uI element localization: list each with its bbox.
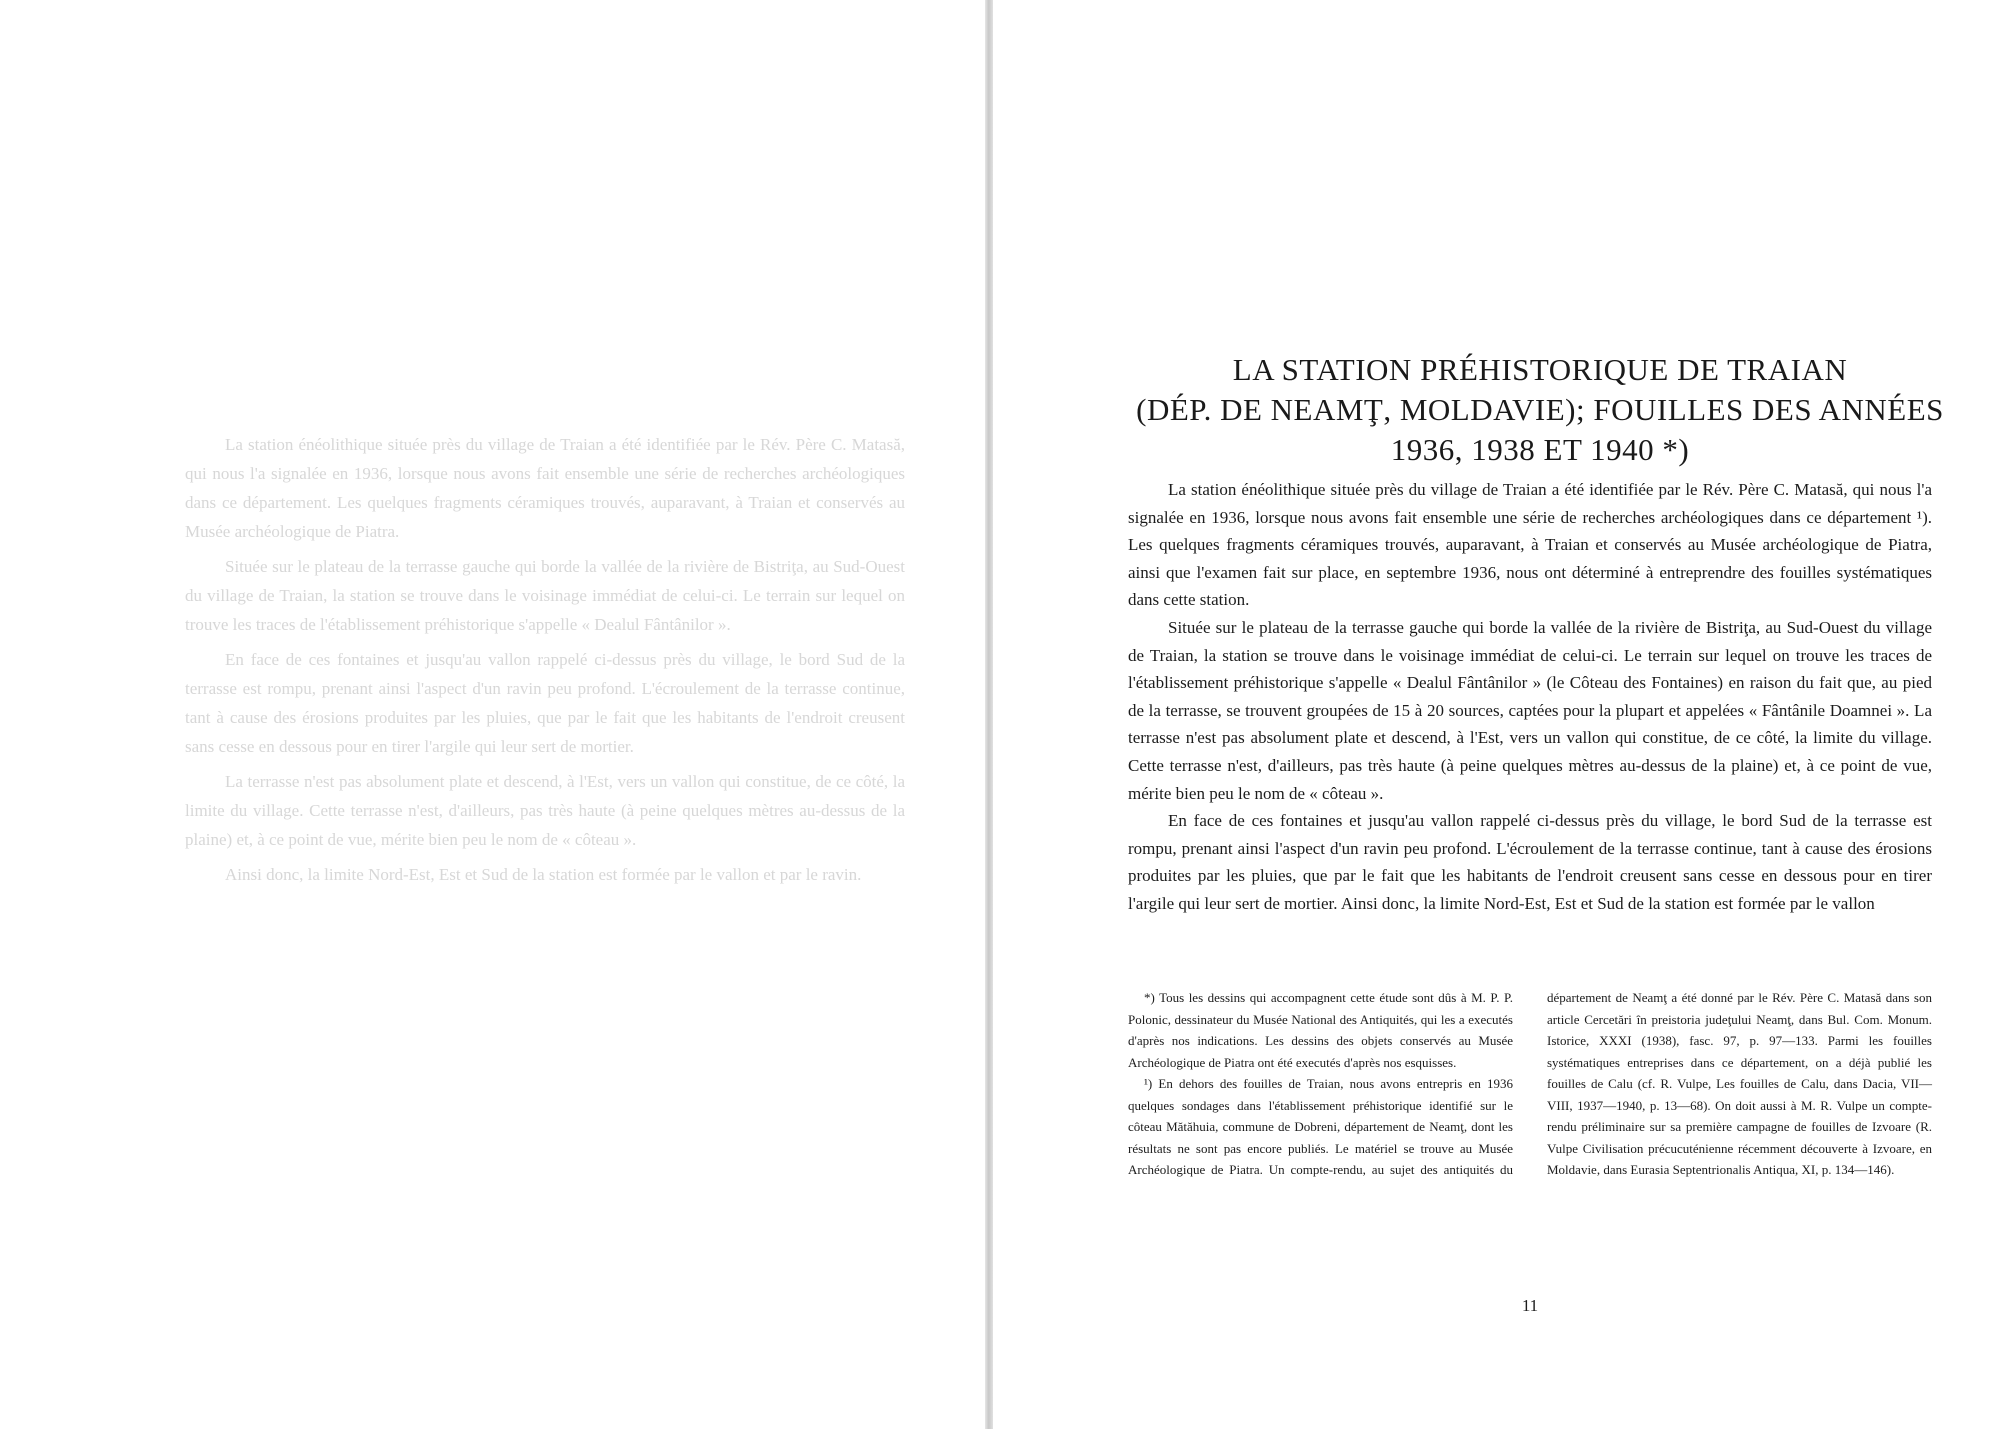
footnote: ¹) En dehors des fouilles de Traian, nous avons entrepris en 1936 quelques sondages dans l'établissement préhistorique identifié sur le côteau Mătăhuia, commune de Dobreni, département de Neamţ, dont les résultats ne sont pas encore publiés. Le matériel se trouve au Musée Archéologique de Piatra. Un compte-rendu, au sujet des antiquités du département de Neamţ a été donné par le Rév. Père C. Matasă dans son article Cercetări în preistoria judeţului Neamţ, dans Bul. Com. Monum. Istorice, XXXI (1938), fasc. 97, p. 97—133. Parmi les fouilles systématiques entreprises dans ce département, on a déjà publié les fouilles de Calu (cf. R. Vulpe, Les fouilles de Calu, dans Dacia, VII—VIII, 1937—1940, p. 13—68). On doit aussi à M. R. Vulpe un compte-rendu préliminaire sur sa première campagne de fouilles de Izvoare (R. Vulpe Civilisation précucuténienne récemment découverte à Izvoare, en Moldavie, dans Eurasia Septentrionalis Antiqua, XI, p. 134—146).	[1128, 990, 1932, 1177]
body-paragraph: En face de ces fontaines et jusqu'au vallon rappelé ci-dessus près du village, le bord Sud de la terrasse est rompu, prenant ainsi l'aspect d'un ravin peu profond. L'écroulement de la terrasse continue, tant à cause des érosions produites par les pluies, que par le fait que les habitants de l'endroit creusent sans cesse en dessous pour en tirer l'argile qui leur sert de mortier. Ainsi donc, la limite Nord-Est, Est et Sud de la station est formée par le vallon	[1128, 811, 1932, 913]
body-paragraph: La station énéolithique située près du village de Traian a été identifiée par le Rév. Père C. Matasă, qui nous l'a signalée en 1936, lorsque nous avons fait ensemble une série de recherches archéologiques dans ce département ¹). Les quelques fragments céramiques trouvés, auparavant, à Traian et conservés au Musée archéologique de Piatra, ainsi que l'examen fait sur place, en septembre 1936, nous ont déterminé à entreprendre des fouilles systématiques dans cette station.	[1128, 480, 1932, 610]
left-page	[0, 0, 985, 1429]
footnote: *) Tous les dessins qui accompagnent cette étude sont dûs à M. P. P. Polonic, dessinateur du Musée National des Antiquités, qui les a executés d'après nos indications. Les dessins des objets conservés au Musée Archéologique de Piatra ont été executés d'après nos esquisses.	[1128, 990, 1513, 1070]
title-line: 1936, 1938 ET 1940 *)	[1390, 432, 1690, 467]
article-body	[1128, 476, 1932, 918]
article-title	[1120, 350, 1960, 470]
book-gutter	[985, 0, 993, 1429]
title-line: LA STATION PRÉHISTORIQUE DE TRAIAN	[1232, 352, 1848, 387]
show-through-paragraph: Ainsi donc, la limite Nord-Est, Est et Sud de la station est formée par le vallon et par le ravin.	[225, 865, 862, 884]
show-through-paragraph: Située sur le plateau de la terrasse gauche qui borde la vallée de la rivière de Bistriţa, au Sud-Ouest du village de Traian, la station se trouve dans le voisinage immédiat de celui-ci. Le terrain sur lequel on trouve les traces de l'établissement préhistorique s'appelle « Dealul Fântânilor ».	[185, 557, 905, 634]
page-number: 11	[1521, 1296, 1539, 1315]
show-through-paragraph: La station énéolithique située près du village de Traian a été identifiée par le Rév. Père C. Matasă, qui nous l'a signalée en 1936, lorsque nous avons fait ensemble une série de recherches archéologiques dans ce département. Les quelques fragments céramiques trouvés, auparavant, à Traian et conservés au Musée archéologique de Piatra.	[185, 435, 905, 541]
body-paragraph: Située sur le plateau de la terrasse gauche qui borde la vallée de la rivière de Bistriţa, au Sud-Ouest du village de Traian, la station se trouve dans le voisinage immédiat de celui-ci. Le terrain sur lequel on trouve les traces de l'établissement préhistorique s'appelle « Dealul Fântânilor » (le Côteau des Fontaines) en raison du fait que, au pied de la terrasse, se trouvent groupées de 15 à 20 sources, captées pour la plupart et appelées « Fântânile Doamnei ». La terrasse n'est pas absolument plate et descend, à l'Est, vers un vallon qui constitue, de ce côté, la limite du village. Cette terrasse n'est, d'ailleurs, pas très haute (à peine quelques mètres au-dessus de la plaine) et, à ce point de vue, mérite bien peu le nom de « côteau ».	[1128, 617, 1932, 803]
show-through-paragraph: La terrasse n'est pas absolument plate et descend, à l'Est, vers un vallon qui constitue, de ce côté, la limite du village. Cette terrasse n'est, d'ailleurs, pas très haute (à peine quelques mètres au-dessus de la plaine) et, à ce point de vue, mérite bien peu le nom de « côteau ».	[185, 772, 905, 849]
footnotes	[1128, 987, 1932, 1267]
title-line: (DÉP. DE NEAMŢ, MOLDAVIE); FOUILLES DES ANNÉES	[1136, 392, 1944, 427]
show-through-paragraph: En face de ces fontaines et jusqu'au vallon rappelé ci-dessus près du village, le bord Sud de la terrasse est rompu, prenant ainsi l'aspect d'un ravin peu profond. L'écroulement de la terrasse continue, tant à cause des érosions produites par les pluies, que par le fait que les habitants de l'endroit creusent sans cesse en dessous pour en tirer l'argile qui leur sert de mortier.	[185, 650, 905, 756]
show-through-text	[185, 430, 905, 895]
